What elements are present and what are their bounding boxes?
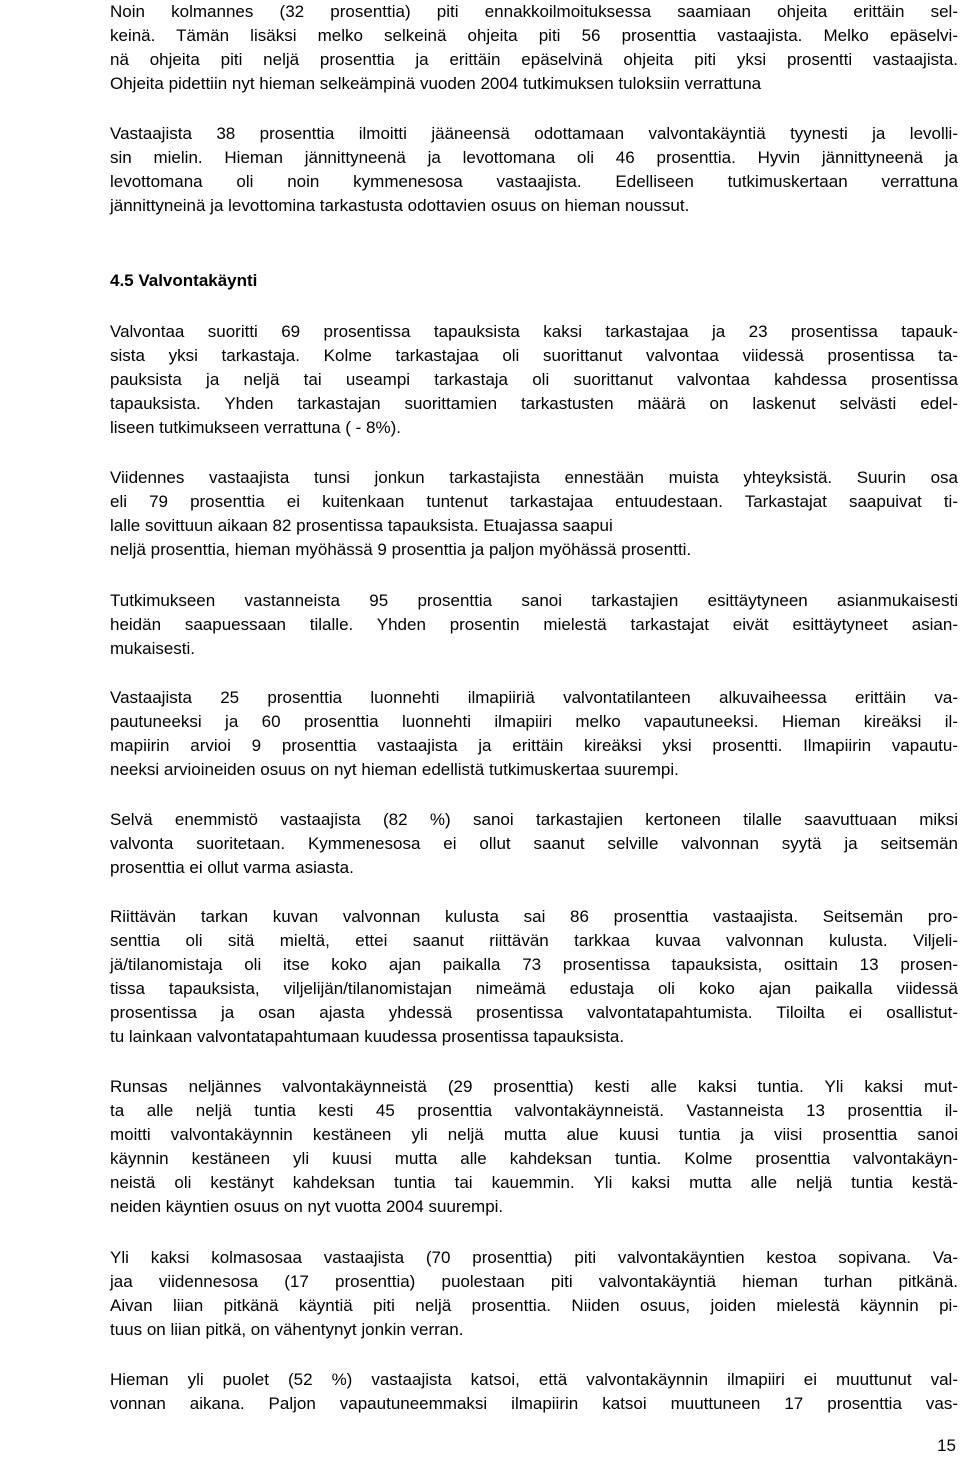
- paragraph-course-picture: [110, 905, 958, 1049]
- text-line: neeksi arvioineiden osuus on nyt hieman edellistä tutkimuskertaa suurempi.: [110, 760, 679, 779]
- text-line: tu lainkaan valvontatapahtumaan kuudessa prosentissa tapauksista.: [110, 1027, 625, 1046]
- text-line: lalle sovittuun aikaan 82 prosentissa tapauksista. Etuajassa saapui: [110, 516, 613, 535]
- text-line: Hieman yli puolet (52 %) vastaajista katsoi, että valvontakäynnin ilmapiiri ei muuttunut val-: [110, 1370, 958, 1389]
- page-number: 15: [937, 1436, 956, 1455]
- text-line: nä ohjeita piti neljä prosenttia ja erittäin epäselvinä ohjeita piti yksi prosentti vastaajista.: [110, 50, 958, 69]
- text-line: pautuneeksi ja 60 prosenttia luonnehti ilmapiiri melko vapautuneeksi. Hieman kireäksi il-: [110, 712, 958, 731]
- paragraph-introduction: [110, 589, 958, 661]
- paragraph-inspector-familiarity: [110, 466, 958, 562]
- text-line: mapiirin arvioi 9 prosenttia vastaajista ja erittäin kireäksi yksi prosentti. Ilmapiirin vapautu-: [110, 736, 958, 755]
- text-line: prosentissa ja osan ajasta yhdessä prosentissa valvontatapahtumista. Tiloilta ei osallistut-: [110, 1003, 958, 1022]
- paragraph-atmosphere: [110, 686, 958, 782]
- paragraph-instructions-clarity: [110, 0, 958, 96]
- text-line: Riittävän tarkan kuvan valvonnan kulusta sai 86 prosenttia vastaajista. Seitsemän pro-: [110, 907, 958, 926]
- text-line: jännittyneinä ja levottomina tarkastusta odottavien osuus on hieman noussut.: [110, 196, 690, 215]
- text-line: tapauksista. Yhden tarkastajan suorittamien tarkastusten määrä on laskenut selvästi edel-: [110, 394, 958, 413]
- text-line: Tutkimukseen vastanneista 95 prosenttia sanoi tarkastajien esittäytyneen asianmukaisesti: [110, 591, 958, 610]
- text-line: Valvontaa suoritti 69 prosentissa tapauksista kaksi tarkastajaa ja 23 prosentissa tapauk-: [110, 322, 958, 341]
- section-heading: 4.5 Valvontakäynti: [110, 271, 258, 290]
- text-line: senttia oli sitä mieltä, ettei saanut riittävän tarkkaa kuvaa valvonnan kulusta. Viljeli-: [110, 931, 958, 950]
- text-line: käynnin kestäneen yli kuusi mutta alle kahdeksan tuntia. Kolme prosenttia valvontakäyn-: [110, 1149, 958, 1168]
- text-line: tissa tapauksista, viljelijän/tilanomistajan nimeämä edustaja oli koko ajan paikalla viidessä: [110, 979, 958, 998]
- text-line: neiden käyntien osuus on nyt vuotta 2004 suurempi.: [110, 1197, 504, 1216]
- text-line: tuus on liian pitkä, on vähentynyt jonkin verran.: [110, 1320, 464, 1339]
- text-line: heidän saapuessaan tilalle. Yhden prosentin mielestä tarkastajat eivät esittäytyneet asian-: [110, 615, 958, 634]
- text-line: jä/tilanomistaja oli itse koko ajan paikalla 73 prosentissa tapauksista, osittain 13 prosen-: [110, 955, 958, 974]
- text-line: Viidennes vastaajista tunsi jonkun tarkastajista ennestään muista yhteyksistä. Suurin osa: [110, 468, 958, 487]
- text-line: Vastaajista 38 prosenttia ilmoitti jääneensä odottamaan valvontakäyntiä tyynesti ja levolli-: [110, 124, 958, 143]
- paragraph-visit-duration: [110, 1075, 958, 1219]
- text-line: liseen tutkimukseen verrattuna ( - 8%).: [110, 418, 402, 437]
- text-line: Ohjeita pidettiin nyt hieman selkeämpinä vuoden 2004 tutkimuksen tuloksiin verrattuna: [110, 74, 762, 93]
- text-line: Runsas neljännes valvontakäynneistä (29 prosenttia) kesti alle kaksi tuntia. Yli kaksi mut-: [110, 1077, 958, 1096]
- text-line: ta alle neljä tuntia kesti 45 prosenttia valvontakäynneistä. Vastanneista 13 prosenttia il-: [110, 1101, 958, 1120]
- text-line: Aivan liian pitkänä käyntiä piti neljä prosenttia. Niiden osuus, joiden mielestä käynnin pi-: [110, 1296, 958, 1315]
- text-line: moitti valvontakäynnin kestäneen yli neljä mutta alue kuusi tuntia ja viisi prosenttia sanoi: [110, 1125, 958, 1144]
- text-line: neljä prosenttia, hieman myöhässä 9 prosenttia ja paljon myöhässä prosentti.: [110, 540, 692, 559]
- text-line: levottomana oli noin kymmenesosa vastaajista. Edelliseen tutkimuskertaan verrattuna: [110, 172, 958, 191]
- text-line: Selvä enemmistö vastaajista (82 %) sanoi tarkastajien kertoneen tilalle saavuttuaan miksi: [110, 810, 958, 829]
- text-line: mukaisesti.: [110, 639, 196, 658]
- text-line: valvonta suoritetaan. Kymmenesosa ei ollut saanut selville valvonnan syytä ja seitsemän: [110, 834, 958, 853]
- text-line: prosenttia ei ollut varma asiasta.: [110, 858, 354, 877]
- text-line: vonnan aikana. Paljon vapautuneemmaksi ilmapiirin katsoi muuttuneen 17 prosenttia vas-: [110, 1394, 958, 1413]
- paragraph-reason-explained: [110, 808, 958, 880]
- paragraph-atmosphere-change: [110, 1368, 958, 1416]
- text-line: Vastaajista 25 prosenttia luonnehti ilmapiiriä valvontatilanteen alkuvaiheessa erittäin va-: [110, 688, 958, 707]
- text-line: sista yksi tarkastaja. Kolme tarkastajaa oli suorittanut valvontaa viidessä prosentissa ta-: [110, 346, 958, 365]
- text-line: pauksista ja neljä tai useampi tarkastaja oli suorittanut valvontaa kahdessa prosentissa: [110, 370, 958, 389]
- paragraph-inspector-count: [110, 320, 958, 440]
- text-line: jaa viidennesosa (17 prosenttia) puolestaan piti valvontakäyntiä hieman turhan pitkänä.: [110, 1272, 958, 1291]
- text-line: Yli kaksi kolmasosaa vastaajista (70 prosenttia) piti valvontakäyntien kestoa sopivana. Va-: [110, 1248, 958, 1267]
- paragraph-waiting-mood: [110, 122, 958, 218]
- text-line: neistä oli kestänyt kahdeksan tuntia tai kauemmin. Yli kaksi mutta alle neljä tuntia kestä-: [110, 1173, 958, 1192]
- text-line: Noin kolmannes (32 prosenttia) piti ennakkoilmoituksessa saamiaan ohjeita erittäin sel-: [110, 2, 958, 21]
- paragraph-duration-suitability: [110, 1246, 958, 1342]
- text-line: keinä. Tämän lisäksi melko selkeinä ohjeita piti 56 prosenttia vastaajista. Melko epäselvi-: [110, 26, 958, 45]
- text-line: sin mielin. Hieman jännittyneenä ja levottomana oli 46 prosenttia. Hyvin jännittyneenä ja: [110, 148, 958, 167]
- text-line: eli 79 prosenttia ei kuitenkaan tuntenut tarkastajaa entuudestaan. Tarkastajat saapuivat ti-: [110, 492, 958, 511]
